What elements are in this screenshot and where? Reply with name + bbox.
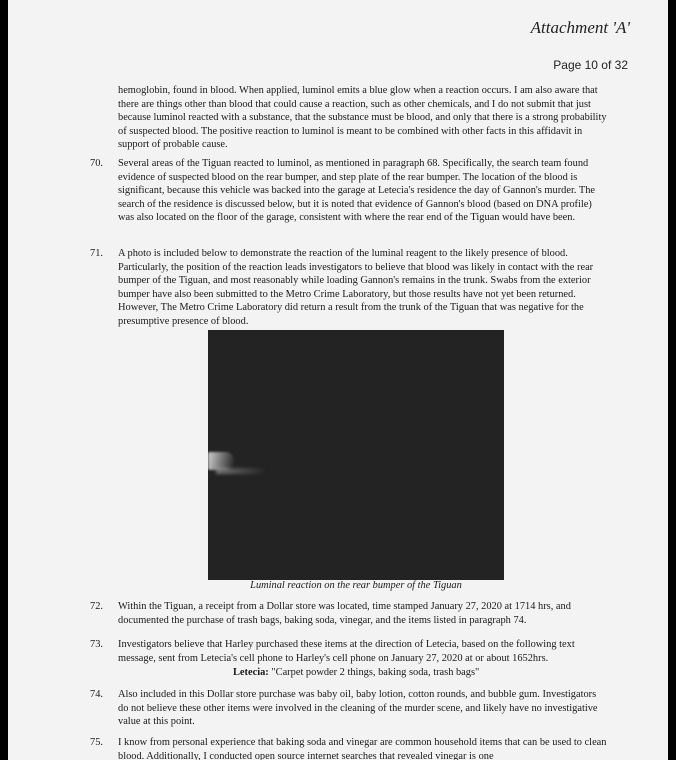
- paragraph-70: [90, 157, 608, 225]
- paragraph-number: 74.: [90, 689, 103, 700]
- luminol-photo: [208, 330, 504, 580]
- paragraph-72: [90, 600, 608, 627]
- paragraph-number: 71.: [90, 248, 103, 259]
- paragraph-text: Several areas of the Tiguan reacted to luminol, as mentioned in paragraph 68. Specifically, the search team found evidence of suspected blood on the rear bumper, and step plate of the rear bumper. The location of the blood is significant, because this vehicle was backed into the garage at Letecia's residence the day of Gannon's murder. The search of the residence is discussed below, but it is noted that evidence of Gannon's blood (based on DNA profile) was also located on the floor of the garage, consistent with where the rear end of the Tiguan would have been.: [118, 158, 596, 224]
- attachment-label: Attachment 'A': [530, 18, 630, 37]
- paragraph-73: [90, 638, 608, 665]
- continuation-paragraph: hemoglobin, found in blood. When applied, luminol emits a blue glow when a reaction occurs. I am also aware that there are things other than blood that could cause a reaction, such as other chemicals, and I do not submit that just because luminol reacted with a substance, that the substance must be blood, and only that there is a strong probability of suspected blood. The positive reaction to luminol is meant to be combined with other facts in this affidavit in support of probable cause.: [118, 85, 607, 151]
- document-page: [8, 0, 668, 760]
- paragraph-number: 75.: [90, 737, 103, 748]
- paragraph-text: Also included in this Dollar store purchase was baby oil, baby lotion, cotton rounds, and bubble gum. Investigators do not believe these other items were involved in the cleaning of the murder scene, and likely have no investigative value at this point.: [118, 689, 598, 728]
- paragraph-75: [90, 736, 608, 760]
- paragraph-number: 72.: [90, 601, 103, 612]
- text-message-quote: [233, 667, 479, 678]
- paragraph-71: [90, 247, 608, 329]
- photo-caption: Luminal reaction on the rear bumper of the Tiguan: [250, 580, 462, 591]
- paragraph-text: I know from personal experience that baking soda and vinegar are common household items that can be used to clean blood. Additionally, I conducted open source internet searches that revealed vinegar is one: [118, 737, 607, 760]
- paragraph-number: 73.: [90, 639, 103, 650]
- luminol-glow-streak: [216, 468, 266, 474]
- paragraph-text: Within the Tiguan, a receipt from a Dollar store was located, time stamped January 27, 2020 at 1714 hrs, and documented the purchase of trash bags, baking soda, vinegar, and the items listed in paragraph 74.: [118, 601, 571, 626]
- paragraph-number: 70.: [90, 158, 103, 169]
- paragraph-text: Investigators believe that Harley purchased these items at the direction of Letecia, based on the following text message, sent from Letecia's cell phone to Harley's cell phone on January 27, 2020 at or about 1652hrs.: [118, 639, 575, 664]
- paragraph-74: [90, 688, 608, 729]
- page-number: Page 10 of 32: [553, 58, 628, 72]
- quote-text: "Carpet powder 2 things, baking soda, trash bags": [271, 667, 480, 678]
- paragraph-text: A photo is included below to demonstrate the reaction of the luminal reagent to the likely presence of blood. Particularly, the position of the reaction leads investigators to believe that blood was likely in contact with the rear bumper of the Tiguan, and most reasonably while loading Gannon's remains in the trunk. Swabs from the exterior bumper have also been submitted to the Metro Crime Laboratory, but those results have not yet been returned. However, The Metro Crime Laboratory did return a result from the trunk of the Tiguan that was negative for the presumptive presence of blood.: [118, 248, 594, 327]
- quote-speaker: Letecia:: [233, 667, 269, 678]
